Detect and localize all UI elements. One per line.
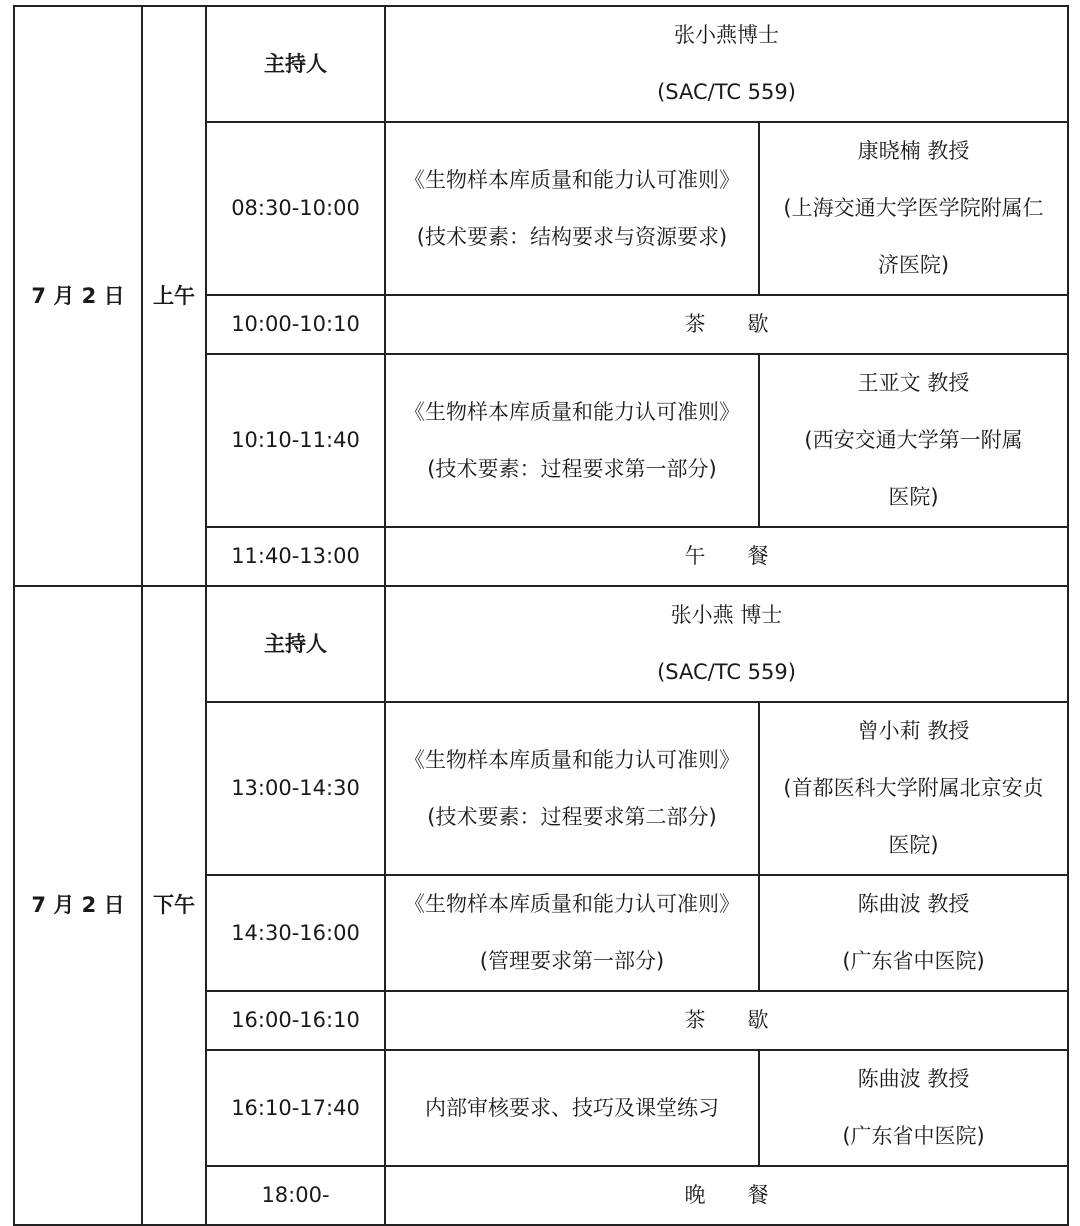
time-cell: 13:00-14:30 <box>206 702 385 875</box>
speaker-cell <box>759 354 1068 527</box>
speaker-cell <box>759 122 1068 295</box>
time-cell: 10:00-10:10 <box>206 295 385 354</box>
speaker-org: (上海交通大学医学院附属仁 <box>783 196 1044 220</box>
time-cell: 11:40-13:00 <box>206 527 385 586</box>
topic-cell <box>385 354 759 527</box>
topic-subtitle: (管理要求第一部分) <box>479 949 665 973</box>
time-cell: 10:10-11:40 <box>206 354 385 527</box>
host-name: 张小燕博士 <box>674 23 779 47</box>
topic-title: 《生物样本库质量和能力认可准则》 <box>404 167 740 192</box>
topic-cell <box>385 1050 759 1166</box>
speaker-name: 陈曲波 教授 <box>857 892 970 916</box>
date-cell: 7 月 2 日 <box>14 586 142 1225</box>
topic-title: 《生物样本库质量和能力认可准则》 <box>404 399 740 424</box>
speaker-cell <box>759 1050 1068 1166</box>
period-cell: 下午 <box>142 586 206 1225</box>
topic-cell <box>385 122 759 295</box>
topic-subtitle: (技术要素：结构要求与资源要求) <box>416 224 728 249</box>
break-cell: 晚 餐 <box>385 1166 1068 1225</box>
topic-cell <box>385 702 759 875</box>
time-cell: 18:00- <box>206 1166 385 1225</box>
host-org: (SAC/TC 559) <box>657 80 796 104</box>
speaker-org: (广东省中医院) <box>842 1124 985 1148</box>
speaker-cell <box>759 702 1068 875</box>
speaker-name: 康晓楠 教授 <box>857 139 970 163</box>
topic-subtitle: (技术要素：过程要求第二部分) <box>427 804 717 829</box>
speaker-org: (首都医科大学附属北京安贞 <box>783 776 1044 800</box>
topic-cell <box>385 875 759 991</box>
topic-title: 内部审核要求、技巧及课堂练习 <box>425 1095 719 1120</box>
speaker-org-cont: 医院) <box>888 485 939 509</box>
break-cell: 茶 歇 <box>385 991 1068 1050</box>
time-cell: 08:30-10:00 <box>206 122 385 295</box>
speaker-org: (西安交通大学第一附属 <box>804 428 1023 452</box>
topic-title: 《生物样本库质量和能力认可准则》 <box>404 892 740 916</box>
time-cell: 14:30-16:00 <box>206 875 385 991</box>
topic-subtitle: (技术要素：过程要求第一部分) <box>427 456 717 481</box>
table-row <box>14 6 1068 122</box>
schedule-table <box>13 5 1069 1226</box>
host-cell <box>385 586 1068 702</box>
time-cell: 16:10-17:40 <box>206 1050 385 1166</box>
speaker-org: (广东省中医院) <box>842 949 985 973</box>
break-cell: 午 餐 <box>385 527 1068 586</box>
table-row <box>14 586 1068 702</box>
speaker-name: 陈曲波 教授 <box>857 1067 970 1091</box>
break-cell: 茶 歇 <box>385 295 1068 354</box>
host-org: (SAC/TC 559) <box>657 660 796 684</box>
host-cell <box>385 6 1068 122</box>
speaker-cell <box>759 875 1068 991</box>
speaker-org-cont: 济医院) <box>877 253 950 277</box>
host-name: 张小燕 博士 <box>670 603 783 627</box>
host-label: 主持人 <box>206 6 385 122</box>
speaker-name: 曾小莉 教授 <box>857 719 970 743</box>
host-label: 主持人 <box>206 586 385 702</box>
period-cell: 上午 <box>142 6 206 586</box>
time-cell: 16:00-16:10 <box>206 991 385 1050</box>
topic-title: 《生物样本库质量和能力认可准则》 <box>404 747 740 772</box>
speaker-name: 王亚文 教授 <box>857 371 970 395</box>
date-cell: 7 月 2 日 <box>14 6 142 586</box>
speaker-org-cont: 医院) <box>888 833 939 857</box>
